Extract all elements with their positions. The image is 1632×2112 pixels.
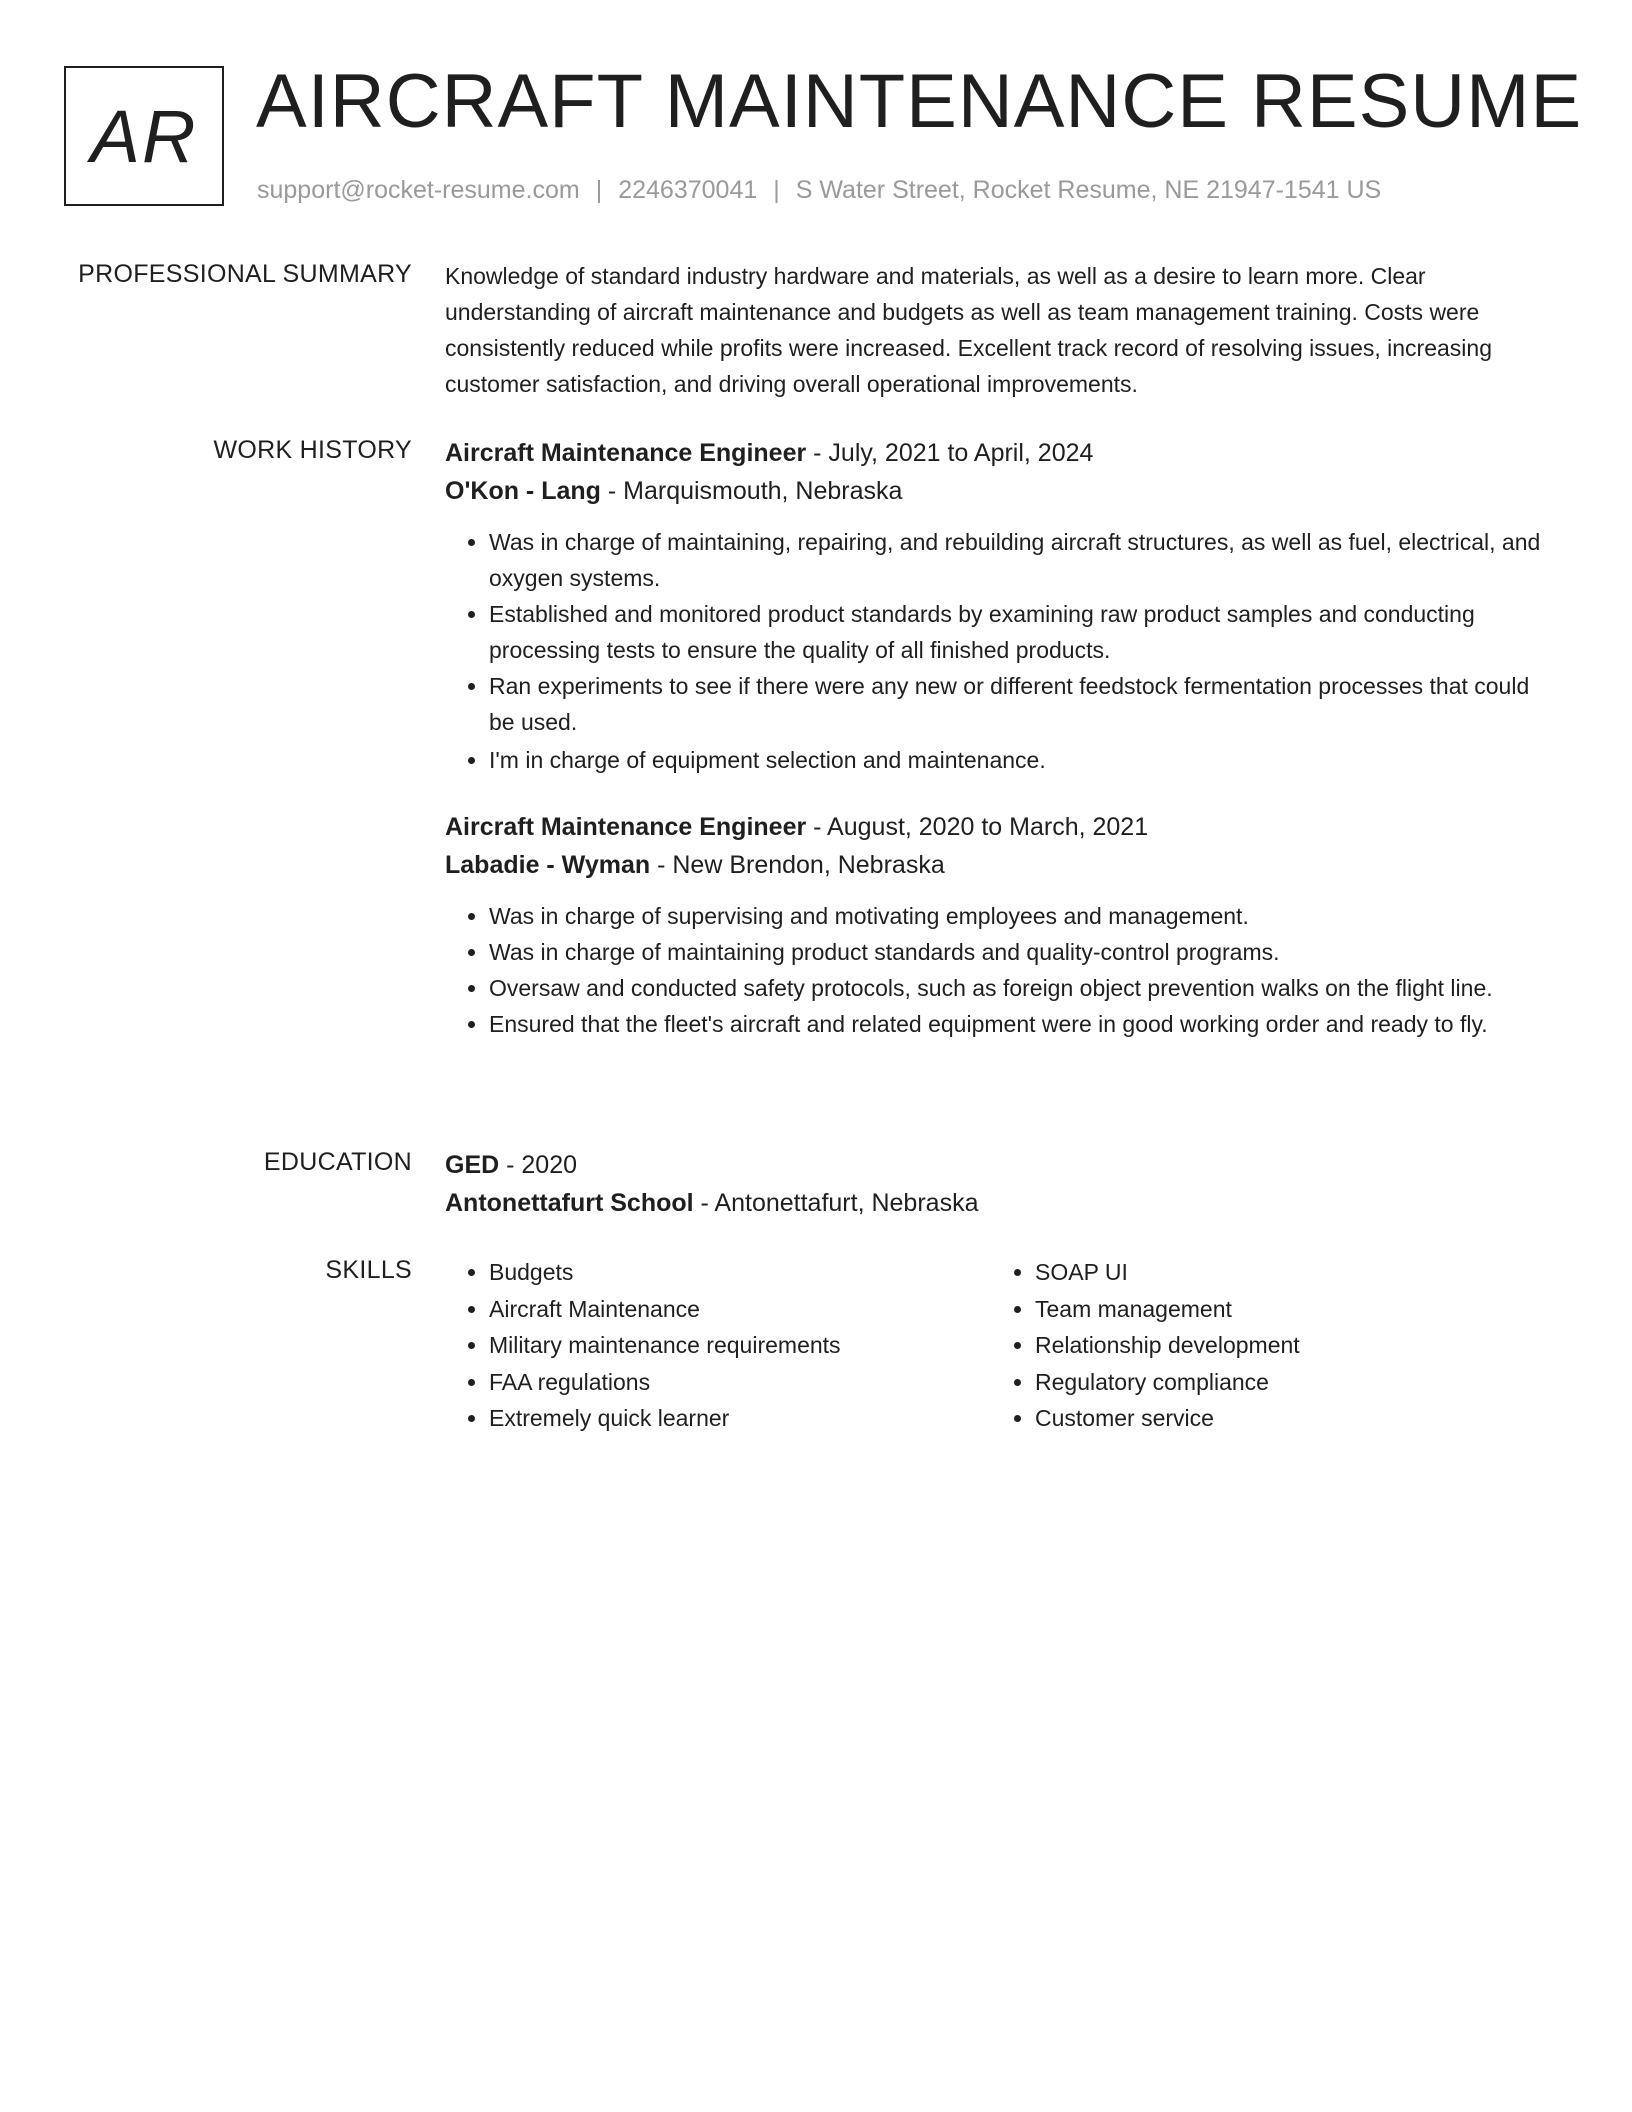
list-item: • Customer service (1035, 1400, 1537, 1437)
contact-line (257, 174, 1381, 206)
job-dates: - July, 2021 to April, 2024 (806, 439, 1094, 467)
list-item: • Regulatory compliance (1035, 1364, 1537, 1401)
job-entry (445, 434, 1555, 778)
education-degree-line (445, 1146, 1555, 1184)
job-company-line (445, 846, 1555, 884)
section-label-skills: SKILLS (325, 1256, 412, 1284)
education-degree: GED (445, 1151, 500, 1179)
skills-list-left (445, 1254, 991, 1437)
education-school-line (445, 1184, 1555, 1222)
section-label-work-history: WORK HISTORY (213, 436, 412, 464)
job-title-line (445, 808, 1555, 846)
monogram-logo: AR (64, 66, 224, 206)
education-school: Antonettafurt School (445, 1189, 694, 1217)
contact-separator: | (773, 176, 780, 204)
job-entry (445, 808, 1555, 1042)
job-title: Aircraft Maintenance Engineer (445, 439, 807, 467)
work-history-section (0, 434, 1632, 1042)
skills-list-right (991, 1254, 1537, 1437)
list-item: • I'm in charge of equipment selection and maintenance. (489, 742, 1555, 778)
list-item: • Established and monitored product standards by examining raw product samples and conducting processing tests to ensure the quality of all finished products. (489, 596, 1555, 668)
list-item: • Ensured that the fleet's aircraft and related equipment were in good working order and ready to fly. (489, 1006, 1555, 1042)
list-item: • Was in charge of maintaining, repairing, and rebuilding aircraft structures, as well as fuel, electrical, and oxygen systems. (489, 524, 1555, 596)
job-title: Aircraft Maintenance Engineer (445, 813, 807, 841)
job-company: O'Kon - Lang (445, 477, 601, 505)
education-location: - Antonettafurt, Nebraska (693, 1189, 979, 1217)
job-location: - New Brendon, Nebraska (650, 851, 945, 879)
job-bullets (445, 524, 1555, 778)
section-label-summary: PROFESSIONAL SUMMARY (78, 260, 412, 288)
list-item: • Ran experiments to see if there were any new or different feedstock fermentation processes that could be used. (489, 668, 1555, 740)
skills-section (0, 1254, 1632, 1437)
resume-title: AIRCRAFT MAINTENANCE RESUME (256, 59, 1583, 144)
contact-email[interactable]: support@rocket-resume.com (257, 176, 580, 204)
list-item: • Military maintenance requirements (489, 1327, 991, 1364)
education-year: - 2020 (499, 1151, 578, 1179)
job-location: - Marquismouth, Nebraska (600, 477, 903, 505)
list-item: • Budgets (489, 1254, 991, 1291)
list-item: • Aircraft Maintenance (489, 1291, 991, 1328)
contact-separator: | (595, 176, 603, 204)
list-item: • Team management (1035, 1291, 1537, 1328)
list-item: • FAA regulations (489, 1364, 991, 1401)
summary-section (0, 258, 1632, 402)
job-bullets (445, 898, 1555, 1042)
job-dates: - August, 2020 to March, 2021 (806, 813, 1149, 841)
list-item: • SOAP UI (1035, 1254, 1537, 1291)
contact-address: S Water Street, Rocket Resume, NE 21947-1541 US (795, 176, 1382, 204)
list-item: • Oversaw and conducted safety protocols, such as foreign object prevention walks on the flight line. (489, 970, 1555, 1006)
list-item: • Was in charge of maintaining product standards and quality-control programs. (489, 934, 1555, 970)
section-label-education: EDUCATION (263, 1148, 412, 1176)
list-item: • Was in charge of supervising and motivating employees and management. (489, 898, 1555, 934)
list-item: • Extremely quick learner (489, 1400, 991, 1437)
education-section (0, 1146, 1632, 1222)
summary-text: Knowledge of standard industry hardware and materials, as well as a desire to learn more. Clear understanding of aircraft maintenance and budgets as well as team management training. Costs were consistently reduced while profits were increased. Excellent track record of resolving issues, increasing customer satisfaction, and driving overall operational improvements. (445, 263, 1492, 397)
contact-phone[interactable]: 2246370041 (618, 176, 758, 204)
list-item: • Relationship development (1035, 1327, 1537, 1364)
job-company-line (445, 472, 1555, 510)
job-company: Labadie - Wyman (445, 851, 651, 879)
job-title-line (445, 434, 1555, 472)
